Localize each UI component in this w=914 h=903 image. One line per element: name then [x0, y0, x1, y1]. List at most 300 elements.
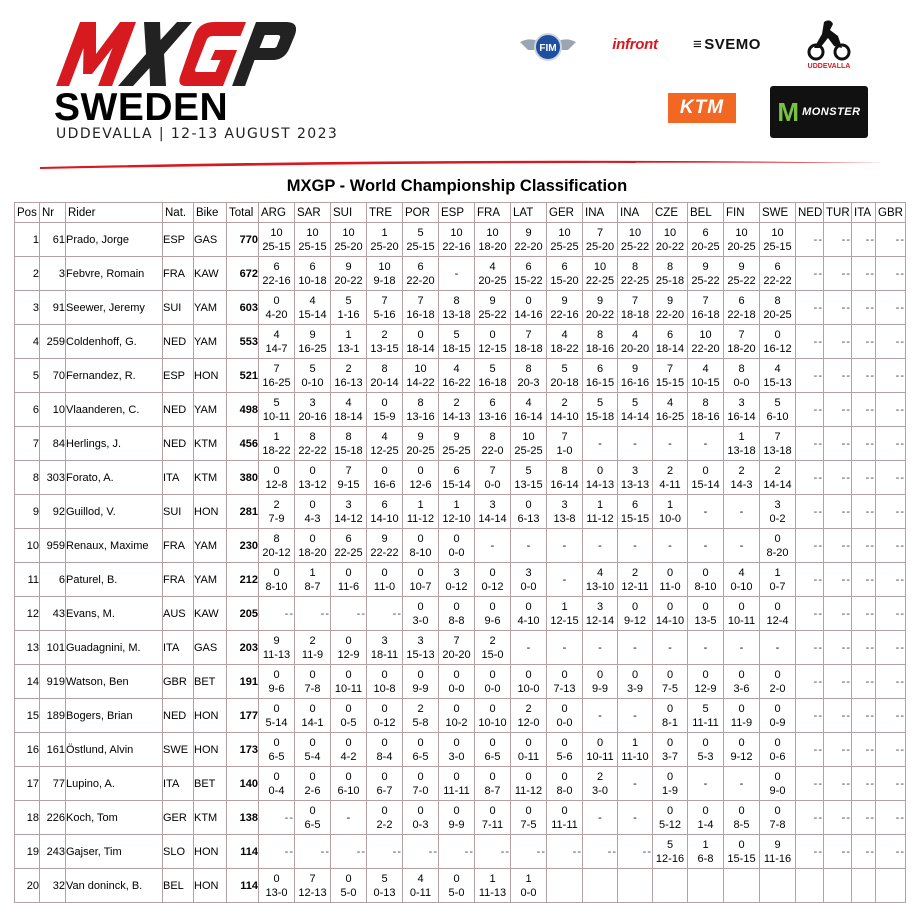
race-positions: 2-0 [769, 682, 786, 695]
round-points: 9 [774, 838, 781, 851]
round-result-cell [511, 631, 547, 665]
race-positions: 0-12 [445, 580, 468, 593]
bike-cell: HON [194, 733, 227, 767]
rider-name-cell: Vlaanderen, C. [66, 393, 163, 427]
round-result-cell [295, 529, 331, 563]
rider-name-cell: Guillod, V. [66, 495, 163, 529]
round-points: 5 [631, 396, 639, 409]
race-positions: 6-13 [517, 512, 540, 525]
race-positions: 11-9 [730, 716, 753, 729]
race-positions: 12-9 [694, 682, 717, 695]
round-result-cell [259, 223, 295, 257]
not-held-cell: -- [824, 801, 852, 835]
race-positions: 0-3 [412, 818, 429, 831]
race-positions: 11-12 [586, 512, 614, 525]
table-row [15, 461, 906, 495]
round-points: 8 [596, 328, 604, 341]
race-positions: - [703, 539, 708, 552]
svemo-text: SVEMO [704, 35, 761, 53]
race-positions: - [739, 539, 744, 552]
not-held-cell: -- [796, 325, 824, 359]
rider-number-cell: 92 [40, 495, 66, 529]
race-positions: 8-4 [376, 750, 393, 763]
race-positions: 9-9 [448, 818, 465, 831]
race-positions: 0-2 [769, 512, 786, 525]
round-result-cell [852, 869, 876, 903]
not-held-cell: -- [583, 835, 618, 869]
round-points: 0 [273, 668, 280, 681]
race-positions: 0-10 [301, 376, 324, 389]
round-result-cell [331, 869, 367, 903]
round-result-cell [724, 495, 760, 529]
round-result-cell [653, 835, 688, 869]
round-result-cell [259, 699, 295, 733]
position-cell: 20 [15, 869, 40, 903]
round-result-cell [618, 869, 653, 903]
round-points: 0 [702, 736, 709, 749]
round-result-cell [367, 291, 403, 325]
round-result-cell [511, 257, 547, 291]
round-result-cell [583, 325, 618, 359]
round-points: 7 [738, 328, 745, 341]
round-result-cell [653, 767, 688, 801]
race-positions: 10-15 [691, 376, 720, 389]
header-swoosh [40, 157, 886, 171]
round-result-cell [439, 359, 475, 393]
round-points: 0 [273, 872, 280, 885]
rider-name-cell: Prado, Jorge [66, 223, 163, 257]
not-held-cell: -- [852, 291, 876, 325]
round-points: 0 [666, 668, 674, 681]
round-result-cell [259, 427, 295, 461]
round-points: 0 [738, 838, 745, 851]
not-held-cell: -- [824, 393, 852, 427]
round-result-cell [259, 257, 295, 291]
round-points: 5 [489, 362, 496, 375]
race-positions: - [633, 811, 637, 824]
race-positions: - [526, 539, 531, 552]
not-held-cell: -- [824, 563, 852, 597]
round-points: 8 [631, 260, 639, 273]
table-row [15, 427, 906, 461]
not-held-cell: -- [824, 427, 852, 461]
round-result-cell [331, 801, 367, 835]
bike-cell: HON [194, 699, 227, 733]
table-row [15, 733, 906, 767]
round-points: 3 [381, 634, 388, 647]
position-cell: 3 [15, 291, 40, 325]
race-positions: 10-11 [334, 682, 363, 695]
nationality-cell: SWE [163, 733, 194, 767]
round-result-cell [439, 801, 475, 835]
round-points: 10 [378, 260, 391, 273]
round-result-cell [653, 733, 688, 767]
round-result-cell [653, 291, 688, 325]
round-points: 2 [381, 328, 388, 341]
nationality-cell: NED [163, 393, 194, 427]
round-points: 0 [596, 736, 604, 749]
round-result-cell [367, 801, 403, 835]
rider-number-cell: 243 [40, 835, 66, 869]
round-result-cell [331, 495, 367, 529]
race-positions: 25-15 [298, 240, 327, 253]
column-header: Nat. [163, 203, 194, 223]
round-points: 3 [345, 498, 352, 511]
column-header: GER [547, 203, 583, 223]
race-positions: 20-25 [478, 274, 507, 287]
race-positions: 0-11 [409, 886, 432, 899]
round-result-cell [439, 767, 475, 801]
race-positions: 18-15 [442, 342, 471, 355]
race-positions: 16-25 [262, 376, 291, 389]
nationality-cell: SLO [163, 835, 194, 869]
round-result-cell [367, 869, 403, 903]
round-result-cell [511, 325, 547, 359]
round-points: 0 [561, 804, 568, 817]
round-result-cell [367, 223, 403, 257]
race-positions: 1-9 [662, 784, 678, 797]
round-result-cell [403, 665, 439, 699]
bike-cell: HON [194, 835, 227, 869]
race-positions: 14-10 [550, 410, 579, 423]
rider-name-cell: Bogers, Brian [66, 699, 163, 733]
round-points: 3 [453, 566, 460, 579]
race-positions: 13-13 [620, 478, 650, 491]
nationality-cell: ESP [163, 359, 194, 393]
race-positions: 0-6 [769, 750, 786, 763]
round-points: 0 [774, 736, 781, 749]
round-points: 5 [702, 702, 709, 715]
bike-cell: YAM [194, 291, 227, 325]
race-positions: 13-0 [265, 886, 288, 899]
round-result-cell [475, 461, 511, 495]
round-points: 0 [381, 770, 388, 783]
round-points: 0 [561, 702, 568, 715]
total-points-cell: 177 [227, 699, 259, 733]
race-positions: 1-4 [697, 818, 714, 831]
race-positions: 11-10 [621, 750, 649, 763]
round-points: 0 [381, 396, 388, 409]
not-held-cell: -- [824, 325, 852, 359]
round-result-cell [760, 767, 796, 801]
round-result-cell [760, 427, 796, 461]
nationality-cell: SUI [163, 291, 194, 325]
race-positions: 0-5 [340, 716, 357, 729]
not-held-cell: -- [876, 325, 906, 359]
race-positions: - [668, 437, 672, 450]
rider-number-cell: 91 [40, 291, 66, 325]
race-positions: 9-12 [730, 750, 753, 763]
total-points-cell: 603 [227, 291, 259, 325]
round-points: 3 [596, 600, 604, 613]
round-points: 0 [381, 566, 388, 579]
round-result-cell [688, 325, 724, 359]
race-positions: 18-18 [514, 342, 543, 355]
round-points: 7 [774, 430, 781, 443]
table-row [15, 835, 906, 869]
race-positions: 1-0 [556, 444, 573, 457]
not-held-cell: -- [796, 733, 824, 767]
rider-name-cell: Van doninck, B. [66, 869, 163, 903]
race-positions: 4-11 [659, 478, 681, 491]
round-points: 9 [561, 294, 568, 307]
not-held-cell: -- [876, 461, 906, 495]
round-points: 6 [738, 294, 745, 307]
bike-cell: HON [194, 359, 227, 393]
round-points: 0 [273, 294, 280, 307]
not-held-cell: -- [852, 801, 876, 835]
round-points: 8 [273, 532, 280, 545]
not-held-cell: -- [511, 835, 547, 869]
total-points-cell: 380 [227, 461, 259, 495]
round-points: 5 [774, 396, 781, 409]
round-result-cell [403, 359, 439, 393]
round-result-cell [618, 631, 653, 665]
round-result-cell [688, 393, 724, 427]
race-positions: 2-2 [376, 818, 393, 831]
race-positions: 6-5 [484, 750, 501, 763]
round-result-cell [618, 495, 653, 529]
round-points: 10 [486, 226, 499, 239]
race-positions: 6-8 [697, 852, 714, 865]
round-result-cell [688, 257, 724, 291]
race-positions: 20-25 [691, 240, 720, 253]
not-held-cell: -- [876, 495, 906, 529]
round-points: 10 [450, 226, 463, 239]
rider-name-cell: Evans, M. [66, 597, 163, 631]
round-result-cell [331, 767, 367, 801]
rider-number-cell: 161 [40, 733, 66, 767]
round-result-cell [259, 495, 295, 529]
bike-cell: YAM [194, 393, 227, 427]
round-result-cell [403, 495, 439, 529]
race-positions: 14-14 [763, 478, 792, 491]
round-result-cell [439, 631, 475, 665]
race-positions: 20-25 [763, 308, 792, 321]
round-points: 0 [489, 668, 496, 681]
round-result-cell [653, 529, 688, 563]
total-points-cell: 456 [227, 427, 259, 461]
race-positions: 16-6 [373, 478, 396, 491]
rider-name-cell: Paturel, B. [66, 563, 163, 597]
round-result-cell [724, 257, 760, 291]
not-held-cell: -- [796, 665, 824, 699]
round-points: 0 [417, 328, 424, 341]
round-points: 0 [525, 498, 532, 511]
race-positions: 11-13 [262, 648, 291, 661]
race-positions: 12-14 [585, 614, 615, 627]
not-held-cell: -- [796, 563, 824, 597]
round-points: 10 [735, 226, 748, 239]
round-result-cell [259, 325, 295, 359]
round-result-cell [403, 869, 439, 903]
round-points: 7 [381, 294, 388, 307]
round-result-cell [511, 665, 547, 699]
not-held-cell: -- [796, 529, 824, 563]
round-result-cell [403, 597, 439, 631]
round-result-cell [475, 665, 511, 699]
not-held-cell: -- [295, 597, 331, 631]
not-held-cell: -- [824, 257, 852, 291]
round-points: 10 [699, 328, 712, 341]
round-result-cell [475, 563, 511, 597]
round-points: 5 [453, 328, 460, 341]
not-held-cell: -- [367, 597, 403, 631]
round-result-cell [295, 359, 331, 393]
round-result-cell [511, 563, 547, 597]
round-result-cell [367, 733, 403, 767]
race-positions: - [346, 811, 351, 824]
round-result-cell [511, 291, 547, 325]
race-positions: 16-16 [620, 376, 650, 389]
not-held-cell: -- [796, 495, 824, 529]
round-points: 0 [702, 464, 709, 477]
race-positions: 0-0 [484, 478, 501, 491]
round-result-cell [403, 563, 439, 597]
race-positions: 20-25 [727, 240, 756, 253]
race-positions: 7-9 [268, 512, 285, 525]
nationality-cell: GBR [163, 665, 194, 699]
round-result-cell [259, 359, 295, 393]
race-positions: 13-8 [553, 512, 576, 525]
round-result-cell [618, 767, 653, 801]
round-points: 0 [417, 532, 424, 545]
race-positions: 14-1 [301, 716, 324, 729]
round-points: 8 [417, 396, 424, 409]
round-result-cell [295, 393, 331, 427]
round-result-cell [653, 631, 688, 665]
round-points: 10 [306, 226, 319, 239]
round-result-cell [331, 665, 367, 699]
round-points: 0 [631, 600, 639, 613]
round-points: 1 [453, 498, 460, 511]
not-held-cell: -- [876, 767, 906, 801]
round-result-cell [618, 359, 653, 393]
race-positions: 2-6 [304, 784, 321, 797]
ktm-logo: KTM [668, 93, 736, 123]
position-cell: 6 [15, 393, 40, 427]
race-positions: 15-15 [620, 512, 650, 525]
round-result-cell [475, 733, 511, 767]
round-result-cell [439, 563, 475, 597]
round-result-cell [511, 733, 547, 767]
race-positions: 10-8 [373, 682, 396, 695]
round-points: 0 [381, 804, 388, 817]
not-held-cell: -- [852, 529, 876, 563]
race-positions: 10-10 [478, 716, 507, 729]
race-positions: 25-20 [370, 240, 399, 253]
round-points: 0 [561, 770, 568, 783]
race-positions: 0-13 [373, 886, 396, 899]
round-result-cell [724, 359, 760, 393]
round-result-cell [295, 291, 331, 325]
race-positions: 16-22 [442, 376, 471, 389]
round-result-cell [618, 461, 653, 495]
round-result-cell [331, 359, 367, 393]
race-positions: 15-15 [655, 376, 685, 389]
position-cell: 10 [15, 529, 40, 563]
race-positions: 11-11 [692, 716, 719, 729]
table-row [15, 869, 906, 903]
round-points: 6 [666, 328, 674, 341]
round-result-cell [618, 427, 653, 461]
round-result-cell [618, 665, 653, 699]
round-points: 5 [525, 464, 532, 477]
round-result-cell [475, 699, 511, 733]
race-positions: 11-13 [478, 886, 507, 899]
race-positions: 6-10 [337, 784, 360, 797]
round-points: 3 [631, 464, 639, 477]
uddevalla-text: UDDEVALLA [807, 63, 851, 70]
race-positions: 9-18 [373, 274, 396, 287]
round-result-cell [653, 393, 688, 427]
round-points: 8 [702, 396, 709, 409]
round-points: 4 [381, 430, 388, 443]
total-points-cell: 114 [227, 869, 259, 903]
round-result-cell [439, 597, 475, 631]
column-header: TUR [824, 203, 852, 223]
column-header: ITA [852, 203, 876, 223]
bike-cell: KAW [194, 257, 227, 291]
race-positions: 15-13 [406, 648, 435, 661]
nationality-cell: SUI [163, 495, 194, 529]
race-positions: 7-8 [304, 682, 321, 695]
race-positions: - [703, 777, 708, 790]
race-positions: 12-6 [409, 478, 432, 491]
race-positions: - [703, 437, 708, 450]
round-points: 4 [596, 566, 604, 579]
column-header: Pos [15, 203, 40, 223]
race-positions: 12-9 [337, 648, 360, 661]
table-row [15, 631, 906, 665]
race-positions: - [633, 539, 637, 552]
round-result-cell [760, 495, 796, 529]
round-result-cell [295, 767, 331, 801]
round-points: 8 [774, 294, 781, 307]
race-positions: - [739, 505, 744, 518]
race-positions: 5-4 [304, 750, 321, 763]
position-cell: 14 [15, 665, 40, 699]
race-positions: 25-20 [334, 240, 363, 253]
not-held-cell: -- [824, 835, 852, 869]
position-cell: 17 [15, 767, 40, 801]
round-result-cell [475, 427, 511, 461]
round-points: 6 [525, 260, 532, 273]
race-positions: - [598, 539, 602, 552]
race-positions: 12-15 [550, 614, 579, 627]
round-result-cell [653, 325, 688, 359]
race-positions: 13-18 [442, 308, 471, 321]
round-result-cell [583, 631, 618, 665]
round-result-cell [618, 223, 653, 257]
column-header: Nr [40, 203, 66, 223]
rider-number-cell: 303 [40, 461, 66, 495]
rider-name-cell: Febvre, Romain [66, 257, 163, 291]
round-result-cell [583, 223, 618, 257]
round-points: 1 [381, 226, 388, 239]
race-positions: 14-10 [370, 512, 399, 525]
rider-number-cell: 32 [40, 869, 66, 903]
not-held-cell: -- [331, 835, 367, 869]
round-result-cell [688, 699, 724, 733]
round-points: 0 [596, 668, 604, 681]
bike-cell: HON [194, 869, 227, 903]
race-positions: - [668, 641, 672, 654]
race-positions: 18-18 [620, 308, 650, 321]
race-positions: 0-0 [484, 682, 501, 695]
round-result-cell [439, 291, 475, 325]
race-positions: 20-22 [655, 240, 685, 253]
